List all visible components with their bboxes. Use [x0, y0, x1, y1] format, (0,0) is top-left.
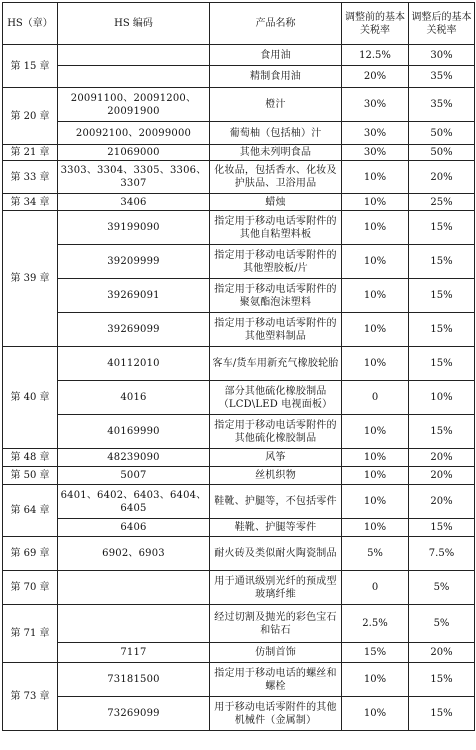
rate-before-cell: 0 [342, 571, 409, 605]
table-row [3, 697, 475, 731]
table-row [3, 537, 475, 571]
hs-code-cell: 7117 [58, 643, 210, 663]
chapter-cell: 第 33 章 [3, 161, 58, 194]
product-cell: 指定用于移动电话零附件的其他塑胶板/片 [210, 245, 342, 279]
table-row [3, 605, 475, 643]
rate-after-cell: 15% [409, 211, 475, 245]
table-row [3, 279, 475, 313]
rate-after-cell: 15% [409, 245, 475, 279]
rate-after-cell: 35% [409, 88, 475, 122]
table-row [3, 88, 475, 122]
rate-before-cell: 10% [342, 697, 409, 731]
product-cell: 鞋靴、护腿等，不包括零件 [210, 485, 342, 519]
product-cell: 精制食用油 [210, 66, 342, 88]
table-row [3, 122, 475, 145]
header-hs-chapter: HS（章） [3, 3, 58, 45]
table-row [3, 449, 475, 467]
rate-before-cell: 10% [342, 415, 409, 449]
rate-before-cell: 30% [342, 88, 409, 122]
table-row [3, 381, 475, 415]
hs-code-cell: 39269091 [58, 279, 210, 313]
header-rate-after: 调整后的基本关税率 [409, 3, 475, 45]
rate-before-cell: 10% [342, 519, 409, 537]
rate-before-cell: 10% [342, 245, 409, 279]
product-cell: 食用油 [210, 45, 342, 66]
rate-after-cell: 20% [409, 467, 475, 485]
product-cell: 风筝 [210, 449, 342, 467]
hs-code-cell: 4016 [58, 381, 210, 415]
rate-before-cell: 2.5% [342, 605, 409, 643]
table-row [3, 643, 475, 663]
header-hs-code: HS 编码 [58, 3, 210, 45]
chapter-cell: 第 50 章 [3, 467, 58, 485]
rate-before-cell: 0 [342, 381, 409, 415]
product-cell: 指定用于移动电话零附件的聚氨酯泡沫塑料 [210, 279, 342, 313]
hs-code-cell: 20091100、20091200、20091900 [58, 88, 210, 122]
table-row [3, 519, 475, 537]
chapter-cell: 第 20 章 [3, 88, 58, 145]
table-row [3, 45, 475, 66]
hs-code-cell: 39269099 [58, 313, 210, 347]
hs-code-cell: 40112010 [58, 347, 210, 381]
table-row [3, 245, 475, 279]
table-row [3, 347, 475, 381]
table-row [3, 663, 475, 697]
hs-code-cell [58, 45, 210, 66]
rate-before-cell: 10% [342, 161, 409, 194]
rate-after-cell: 50% [409, 122, 475, 145]
product-cell: 经过切割及抛光的彩色宝石和钻石 [210, 605, 342, 643]
rate-before-cell: 15% [342, 643, 409, 663]
hs-code-cell: 73181500 [58, 663, 210, 697]
rate-after-cell: 35% [409, 66, 475, 88]
chapter-cell: 第 70 章 [3, 571, 58, 605]
table-row [3, 467, 475, 485]
rate-after-cell: 30% [409, 45, 475, 66]
rate-before-cell: 5% [342, 537, 409, 571]
rate-after-cell: 15% [409, 347, 475, 381]
rate-after-cell: 15% [409, 663, 475, 697]
rate-after-cell: 15% [409, 415, 475, 449]
table-row [3, 194, 475, 211]
hs-code-cell: 20092100、20099000 [58, 122, 210, 145]
product-cell: 部分其他硫化橡胶制品（LCD\LED 电视面板） [210, 381, 342, 415]
rate-after-cell: 15% [409, 519, 475, 537]
rate-after-cell: 20% [409, 485, 475, 519]
rate-before-cell: 10% [342, 211, 409, 245]
product-cell: 指定用于移动电话零附件的其他塑料制品 [210, 313, 342, 347]
rate-after-cell: 20% [409, 643, 475, 663]
chapter-cell: 第 40 章 [3, 347, 58, 449]
product-cell: 指定用于移动电话零附件的其他自粘塑料板 [210, 211, 342, 245]
hs-code-cell: 73269099 [58, 697, 210, 731]
table-row [3, 211, 475, 245]
rate-before-cell: 10% [342, 194, 409, 211]
table-row [3, 485, 475, 519]
product-cell: 用于通讯级别光纤的预成型玻璃纤维 [210, 571, 342, 605]
rate-after-cell: 20% [409, 449, 475, 467]
product-cell: 丝机织物 [210, 467, 342, 485]
rate-after-cell: 7.5% [409, 537, 475, 571]
table-row [3, 145, 475, 161]
table-row [3, 161, 475, 194]
rate-after-cell: 15% [409, 313, 475, 347]
chapter-cell: 第 15 章 [3, 45, 58, 88]
product-cell: 仿制首饰 [210, 643, 342, 663]
rate-after-cell: 5% [409, 605, 475, 643]
product-cell: 指定用于移动电话的螺丝和螺栓 [210, 663, 342, 697]
hs-code-cell: 40169990 [58, 415, 210, 449]
rate-before-cell: 10% [342, 279, 409, 313]
chapter-cell: 第 64 章 [3, 485, 58, 537]
hs-code-cell [58, 571, 210, 605]
hs-code-cell: 3406 [58, 194, 210, 211]
rate-before-cell: 12.5% [342, 45, 409, 66]
product-cell: 用于移动电话零附件的其他机械件（金属制） [210, 697, 342, 731]
product-cell: 鞋靴、护腿等零件 [210, 519, 342, 537]
hs-code-cell: 21069000 [58, 145, 210, 161]
rate-after-cell: 10% [409, 381, 475, 415]
table-row [3, 415, 475, 449]
hs-code-cell [58, 66, 210, 88]
hs-code-cell: 39209999 [58, 245, 210, 279]
header-rate-before: 调整前的基本关税率 [342, 3, 409, 45]
product-cell: 客车/货车用新充气橡胶轮胎 [210, 347, 342, 381]
rate-before-cell: 10% [342, 347, 409, 381]
hs-code-cell: 6902、6903 [58, 537, 210, 571]
hs-code-cell: 3303、3304、3305、3306、3307 [58, 161, 210, 194]
rate-before-cell: 10% [342, 449, 409, 467]
rate-after-cell: 15% [409, 697, 475, 731]
chapter-cell: 第 71 章 [3, 605, 58, 663]
chapter-cell: 第 34 章 [3, 194, 58, 211]
product-cell: 橙汁 [210, 88, 342, 122]
hs-code-cell: 6406 [58, 519, 210, 537]
product-cell: 葡萄柚（包括柚）汁 [210, 122, 342, 145]
rate-after-cell: 15% [409, 279, 475, 313]
table-row [3, 571, 475, 605]
product-cell: 其他未列明食品 [210, 145, 342, 161]
chapter-cell: 第 39 章 [3, 211, 58, 347]
hs-code-cell: 5007 [58, 467, 210, 485]
rate-before-cell: 10% [342, 663, 409, 697]
product-cell: 指定用于移动电话零附件的其他硫化橡胶制品 [210, 415, 342, 449]
chapter-cell: 第 48 章 [3, 449, 58, 467]
hs-code-cell: 48239090 [58, 449, 210, 467]
tariff-adjustment-table [2, 2, 475, 731]
chapter-cell: 第 73 章 [3, 663, 58, 731]
rate-before-cell: 10% [342, 313, 409, 347]
table-row [3, 313, 475, 347]
header-row [3, 3, 475, 45]
rate-after-cell: 20% [409, 161, 475, 194]
rate-after-cell: 50% [409, 145, 475, 161]
product-cell: 化妆品，包括香水、化妆及护肤品、卫浴用品 [210, 161, 342, 194]
rate-after-cell: 5% [409, 571, 475, 605]
hs-code-cell: 39199090 [58, 211, 210, 245]
header-product-name: 产品名称 [210, 3, 342, 45]
rate-before-cell: 30% [342, 122, 409, 145]
rate-before-cell: 10% [342, 467, 409, 485]
chapter-cell: 第 21 章 [3, 145, 58, 161]
rate-before-cell: 30% [342, 145, 409, 161]
table-row [3, 66, 475, 88]
rate-after-cell: 25% [409, 194, 475, 211]
chapter-cell: 第 69 章 [3, 537, 58, 571]
hs-code-cell: 6401、6402、6403、6404、6405 [58, 485, 210, 519]
product-cell: 耐火砖及类似耐火陶瓷制品 [210, 537, 342, 571]
rate-before-cell: 20% [342, 66, 409, 88]
hs-code-cell [58, 605, 210, 643]
rate-before-cell: 10% [342, 485, 409, 519]
product-cell: 蜡烛 [210, 194, 342, 211]
